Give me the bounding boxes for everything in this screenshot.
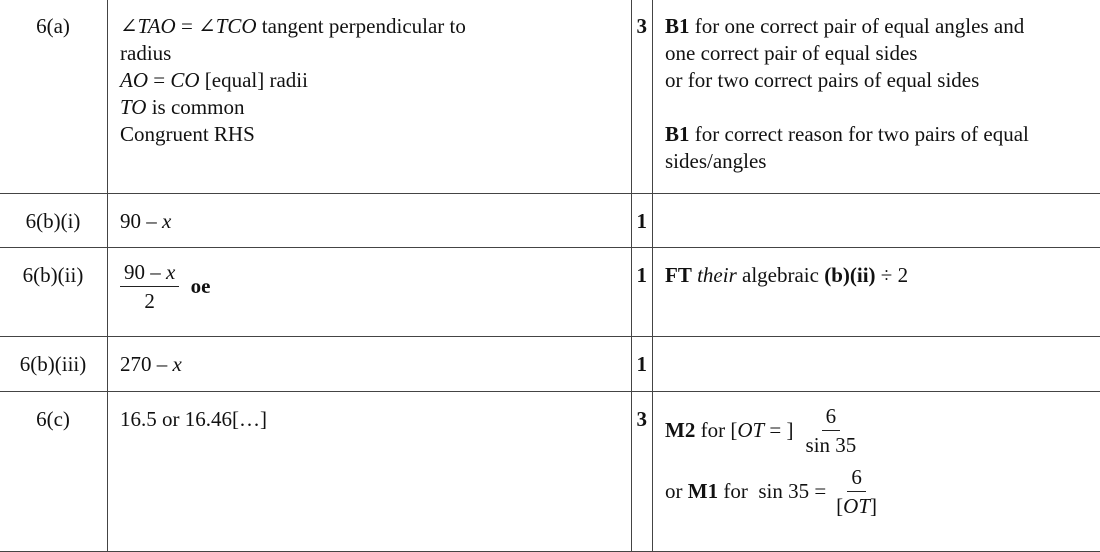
- question-cell: [0, 0, 108, 194]
- answer-cell: [108, 0, 632, 194]
- answer-var: CO: [170, 68, 199, 92]
- answer-cell: [108, 248, 632, 337]
- question-cell: [0, 248, 108, 337]
- marks-cell: [632, 0, 653, 194]
- answer-text: =: [148, 68, 170, 92]
- note-var: OT: [843, 494, 870, 518]
- notes-cell: [653, 0, 1100, 194]
- answer-text: = ∠: [176, 14, 216, 38]
- answer-var: x: [162, 209, 171, 233]
- note-line: [665, 400, 1100, 460]
- note-line: sides/angles: [665, 148, 1100, 175]
- notes-cell: [653, 194, 1100, 248]
- mark-code: FT: [665, 263, 692, 287]
- note-text: algebraic: [737, 263, 824, 287]
- answer-cell: [108, 337, 632, 392]
- answer-text: 270 –: [120, 352, 173, 376]
- table-row: [0, 392, 1100, 552]
- answer-line: radius: [120, 40, 631, 67]
- note-text: their: [692, 263, 737, 287]
- question-label: 6(b)(i): [26, 209, 81, 233]
- note-spacer: [665, 94, 1100, 121]
- question-cell: [0, 392, 108, 552]
- marks-cell: [632, 248, 653, 337]
- answer-fraction: [120, 260, 179, 313]
- fraction-numerator: 6: [847, 465, 866, 492]
- question-label: 6(b)(iii): [20, 352, 86, 376]
- note-text: for [: [695, 417, 737, 444]
- answer-line: [120, 13, 631, 40]
- marks-value: 1: [637, 263, 648, 287]
- note-fraction: [832, 465, 881, 518]
- table-row: [0, 337, 1100, 392]
- mark-code: M1: [688, 478, 718, 505]
- fraction-denominator: [832, 492, 881, 518]
- table-row: [0, 0, 1100, 194]
- bracket: ]: [870, 494, 877, 518]
- answer-var: TAO: [138, 14, 176, 38]
- angle-symbol: ∠: [120, 14, 138, 38]
- answer-cell: [108, 392, 632, 552]
- fraction-denominator: sin 35: [802, 431, 861, 457]
- question-cell: [0, 194, 108, 248]
- answer-var: AO: [120, 68, 148, 92]
- question-label: 6(a): [36, 14, 70, 38]
- note-var: OT: [737, 417, 764, 444]
- answer-text: 90 –: [124, 260, 166, 284]
- note-text: or: [665, 478, 688, 505]
- mark-code: B1: [665, 122, 690, 146]
- note-text: for one correct pair of equal angles and: [690, 14, 1025, 38]
- marks-value: 1: [637, 352, 648, 376]
- notes-cell: [653, 248, 1100, 337]
- oe-label: oe: [191, 274, 211, 298]
- fraction-numerator: [120, 260, 179, 287]
- question-label: 6(c): [36, 407, 70, 431]
- note-ref: (b)(ii): [824, 263, 875, 287]
- note-text: for sin 35 =: [718, 478, 826, 505]
- answer-var: x: [166, 260, 175, 284]
- note-text: = ]: [764, 417, 793, 444]
- answer-var: TCO: [216, 14, 257, 38]
- marks-value: 1: [637, 209, 648, 233]
- answer-text: is common: [146, 95, 244, 119]
- bracket: [: [836, 494, 843, 518]
- fraction-denominator: 2: [140, 287, 159, 313]
- marks-cell: [632, 337, 653, 392]
- note-line: [665, 121, 1100, 148]
- marks-cell: [632, 392, 653, 552]
- question-cell: [0, 337, 108, 392]
- note-text: ÷ 2: [876, 263, 909, 287]
- note-line: [665, 460, 1100, 522]
- notes-cell: [653, 337, 1100, 392]
- question-label: 6(b)(ii): [23, 263, 84, 287]
- mark-code: M2: [665, 417, 695, 444]
- answer-text: [equal] radii: [200, 68, 308, 92]
- answer-line: [120, 94, 631, 121]
- answer-line: Congruent RHS: [120, 121, 631, 148]
- note-line: [665, 13, 1100, 40]
- notes-cell: [653, 392, 1100, 552]
- answer-var: x: [173, 352, 182, 376]
- answer-text: 90 –: [120, 209, 162, 233]
- note-text: for correct reason for two pairs of equal: [690, 122, 1029, 146]
- answer-line: [120, 67, 631, 94]
- table-row: [0, 194, 1100, 248]
- table-row: [0, 248, 1100, 337]
- answer-cell: [108, 194, 632, 248]
- marks-value: 3: [637, 407, 648, 431]
- marks-value: 3: [637, 14, 648, 38]
- note-line: one correct pair of equal sides: [665, 40, 1100, 67]
- note-fraction: [802, 404, 861, 457]
- fraction-numerator: 6: [822, 404, 841, 431]
- mark-code: B1: [665, 14, 690, 38]
- answer-text: 16.5 or 16.46[…]: [120, 407, 267, 431]
- answer-var: TO: [120, 95, 146, 119]
- marks-cell: [632, 194, 653, 248]
- note-line: or for two correct pairs of equal sides: [665, 67, 1100, 94]
- answer-text: tangent perpendicular to: [257, 14, 466, 38]
